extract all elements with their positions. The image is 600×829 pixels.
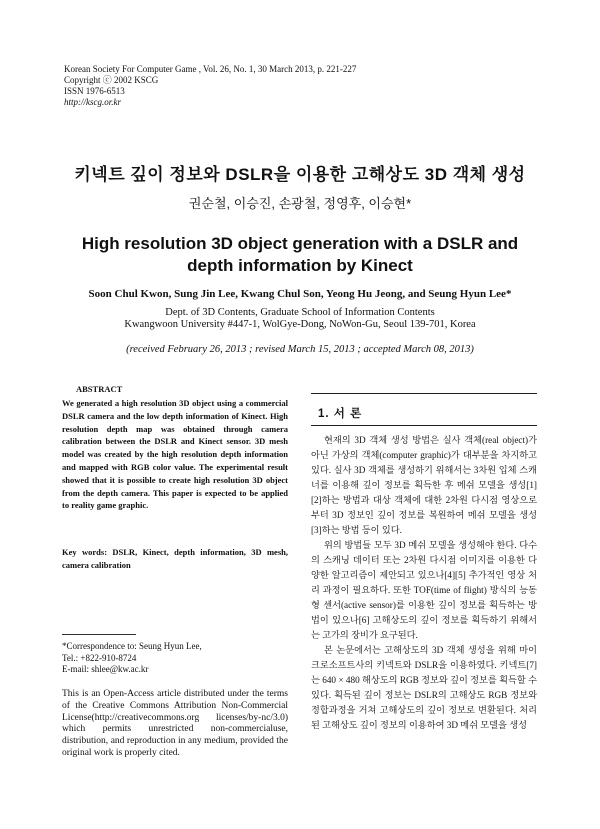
received-dates: (received February 26, 2013 ; revised March 15, 2013 ; accepted March 08, 2013) <box>126 344 474 355</box>
issn-line: ISSN 1976-6513 <box>64 86 125 96</box>
title-english: High resolution 3D object generation with a DSLR and depth information by Kinect <box>81 234 519 275</box>
tel-line: Tel.: +822-910-8724 <box>62 652 137 663</box>
authors-english: Soon Chul Kwon, Sung Jin Lee, Kwang Chul Son, Yeong Hu Jeong, and Seung Hyun Lee* <box>88 288 512 300</box>
abstract-text: We generated a high resolution 3D object using a commercial DSLR camera and the low depth information of Kinect. High resolution depth map was obtained through camera calibration between the DSLR and Kinect sensor. 3D mesh model was created by the high resolution depth information and mapped with RGB color value. The experimental result showed that it is possible to create high resolution 3D object from the depth camera. This paper is expected to be applied to reality game graphic. <box>62 398 288 511</box>
correspondence-line: *Correspondence to: Seung Hyun Lee, <box>62 641 202 651</box>
affiliation <box>0 307 600 331</box>
affiliation-line-1: Dept. of 3D Contents, Graduate School of Information Contents <box>165 307 435 318</box>
copyright-line: Copyright ⓒ 2002 KSCG <box>64 75 159 85</box>
journal-line: Korean Society For Computer Game , Vol. 26, No. 1, 30 March 2013, p. 221-227 <box>64 64 357 74</box>
intro-body <box>311 433 537 733</box>
section-rule-bottom <box>311 425 537 426</box>
abstract-heading: ABSTRACT <box>76 384 123 394</box>
section-rule-top <box>311 393 537 394</box>
footnote <box>62 641 202 676</box>
intro-paragraph: 위의 방법들 모두 3D 메쉬 모델을 생성해야 한다. 다수의 스캐닝 데이터 또는 2차원 다시점 이미지를 이용한 다양한 알고리즘이 제안되고 있으나[4][5] 추가적인 영상 처리 과정이 필요하다. 또한 TOF(time of flight) 방식의 능동형 센서(active sensor)를 이용한 깊이 정보를 획득하는 방법이 있으나[6] 고해상도의 깊이 정보를 획득하기 위해서는 고가의 장비가 요구된다. <box>311 540 537 640</box>
email-line: E-mail: shlee@kw.ac.kr <box>62 664 149 674</box>
intro-paragraph: 본 논문에서는 고해상도의 3D 객체 생성을 위해 마이크로소프트사의 키넥트와 DSLR을 이용하였다. 키넥트[7]는 640 × 480 해상도의 RGB 정보와 깊이 정보를 획득할 수 있다. 획득된 깊이 정보는 DSLR의 고해상도 RGB 정보와 정합과정을 거쳐 고해상도의 깊이 정보로 변환된다. 처리된 고해상도 깊이 정보의 이용하여 3D 메쉬 모델을 생성 <box>311 645 537 730</box>
keywords: Key words: DSLR, Kinect, depth information, 3D mesh, camera calibration <box>62 547 288 570</box>
intro-paragraph: 현재의 3D 객체 생성 방법은 실사 객체(real object)가 아닌 가상의 객체(computer graphic)가 대부분을 차지하고 있다. 실사 3D 객체를 생성하기 위해서는 3차원 입체 스캐너를 이용해 깊이 정보를 획득한 후 메쉬 모델을 생성[1][2]하는 방법과 대상 객체에 대한 2차원 다시점 영상으로부터 3D 정보인 깊이 정보를 복원하여 메쉬 모델을 생성[3]하는 방법 등이 있다. <box>311 435 537 535</box>
journal-header <box>64 64 356 108</box>
license-notice: This is an Open-Access article distributed under the terms of the Creative Commons Attribution Non-Commercial License(http://creativecommons.org licenses/by-nc/3.0) which permits unrestricted non-commercialuse, distribution, and reproduction in any medium, provided the original work is properly cited. <box>62 689 288 758</box>
title-korean: 키넥트 깊이 정보와 DSLR을 이용한 고해상도 3D 객체 생성 <box>74 165 526 184</box>
footnote-rule <box>62 634 136 635</box>
authors-korean: 권순철, 이승진, 손광철, 정영후, 이승현* <box>188 196 412 211</box>
section-heading: 1. 서 론 <box>318 408 363 420</box>
affiliation-line-2: Kwangwoon University #447-1, WolGye-Dong, NoWon-Gu, Seoul 139-701, Korea <box>124 319 476 330</box>
journal-url: http://kscg.or.kr <box>64 97 121 107</box>
